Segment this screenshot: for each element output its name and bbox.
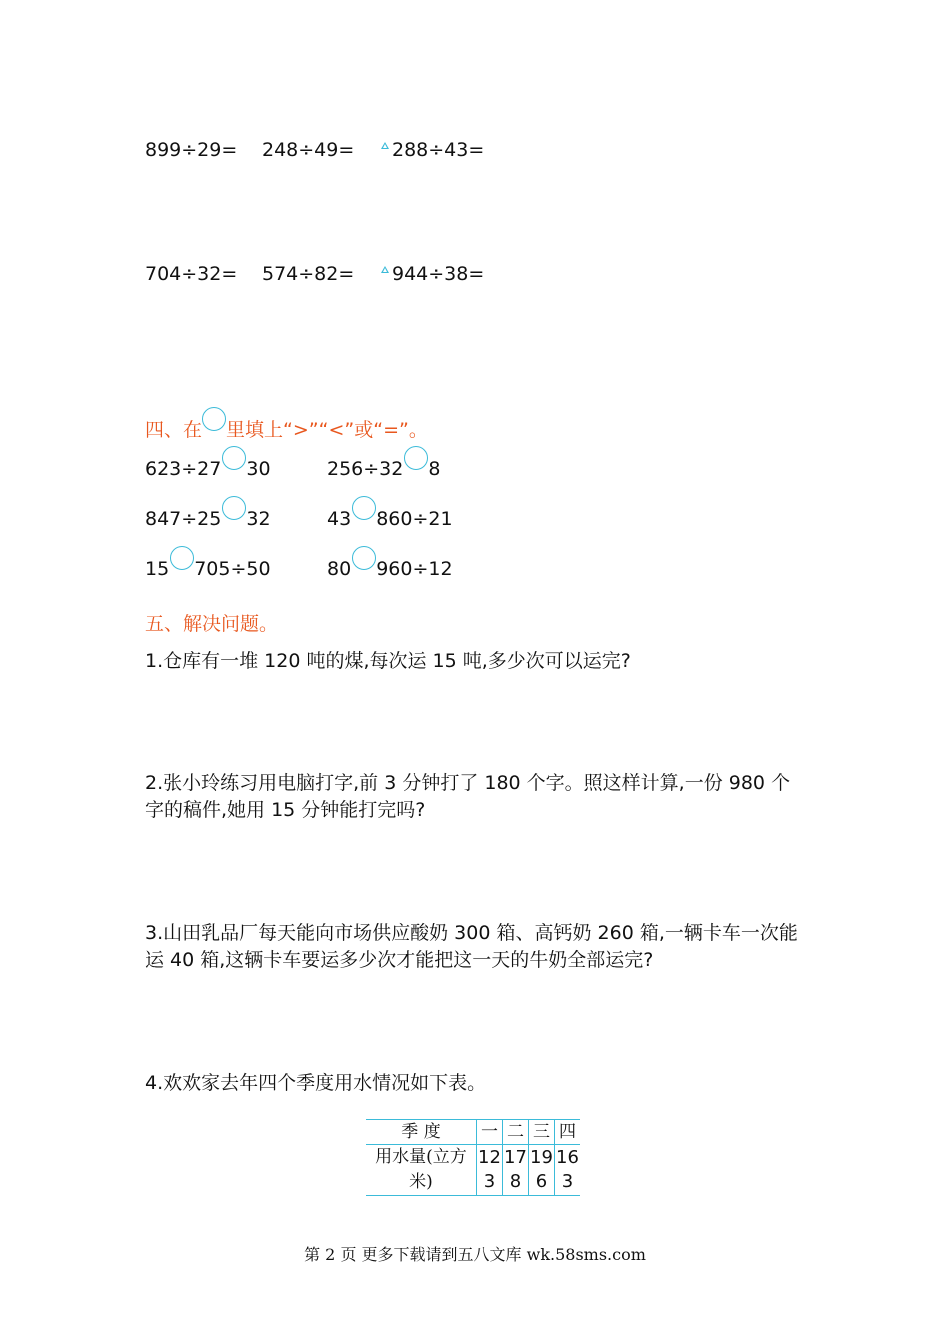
problem-4: 4.欢欢家去年四个季度用水情况如下表。 (145, 1072, 487, 1094)
compare-left: 80 (327, 558, 352, 580)
table-cell: 196 (529, 1145, 555, 1196)
circle-icon (202, 407, 226, 431)
table-row-label: 用水量(立方米) (366, 1145, 477, 1196)
table-header-row (366, 1120, 580, 1145)
problem-1: 1.仓库有一堆 120 吨的煤,每次运 15 吨,多少次可以运完? (145, 650, 631, 672)
table-quarter: 一 (477, 1120, 503, 1145)
division-problem: 899÷29= (145, 139, 238, 161)
compare-circle[interactable] (404, 446, 428, 470)
compare-circle[interactable] (222, 446, 246, 470)
division-problem: 574÷82= (262, 263, 355, 285)
table-cell: 123 (477, 1145, 503, 1196)
compare-item (327, 553, 453, 581)
page-footer: 第 2 页 更多下载请到五八文库 wk.58sms.com (304, 1245, 646, 1264)
compare-left: 15 (145, 558, 170, 580)
compare-item (327, 503, 453, 531)
compare-right: 30 (246, 458, 271, 480)
division-row-1 (145, 138, 485, 162)
compare-circle[interactable] (352, 546, 376, 570)
compare-left: 623÷27 (145, 458, 222, 480)
compare-right: 960÷12 (376, 558, 453, 580)
compare-circle[interactable] (222, 496, 246, 520)
compare-left: 43 (327, 508, 352, 530)
division-row-2 (145, 262, 485, 286)
compare-right: 8 (428, 458, 441, 480)
compare-circle[interactable] (352, 496, 376, 520)
compare-right: 860÷21 (376, 508, 453, 530)
division-problem: 704÷32= (145, 263, 238, 285)
section-5-title: 五、解决问题。 (145, 613, 279, 635)
table-quarter: 三 (529, 1120, 555, 1145)
compare-right: 32 (246, 508, 271, 530)
division-problem: 288÷43= (392, 139, 485, 161)
compare-item (145, 453, 271, 481)
compare-right: 705÷50 (194, 558, 271, 580)
table-row (366, 1145, 580, 1196)
table-quarter: 二 (503, 1120, 529, 1145)
problem-3: 3.山田乳品厂每天能向市场供应酸奶 300 箱、高钙奶 260 箱,一辆卡车一次能运 40 箱,这辆卡车要运多少次才能把这一天的牛奶全部运完? (145, 922, 798, 971)
compare-left: 256÷32 (327, 458, 404, 480)
starred-problem (381, 262, 484, 286)
compare-item (145, 553, 271, 581)
triangle-icon (381, 142, 389, 149)
division-problem: 248÷49= (262, 139, 355, 161)
compare-left: 847÷25 (145, 508, 222, 530)
water-usage-table (366, 1119, 580, 1196)
division-problem: 944÷38= (392, 263, 485, 285)
compare-item (145, 503, 271, 531)
table-quarter: 四 (555, 1120, 581, 1145)
compare-circle[interactable] (170, 546, 194, 570)
triangle-icon (381, 266, 389, 273)
starred-problem (381, 138, 484, 162)
problem-2: 2.张小玲练习用电脑打字,前 3 分钟打了 180 个字。照这样计算,一份 980 个字的稿件,她用 15 分钟能打完吗? (145, 772, 791, 821)
table-header-label: 季 度 (366, 1120, 477, 1145)
section-4-title-start: 四、在 (145, 419, 203, 441)
table-cell: 163 (555, 1145, 581, 1196)
compare-item (327, 453, 440, 481)
section-4-title (145, 414, 428, 442)
section-4-title-end: 里填上“>”“<”或“=”。 (226, 419, 428, 441)
table-cell: 178 (503, 1145, 529, 1196)
